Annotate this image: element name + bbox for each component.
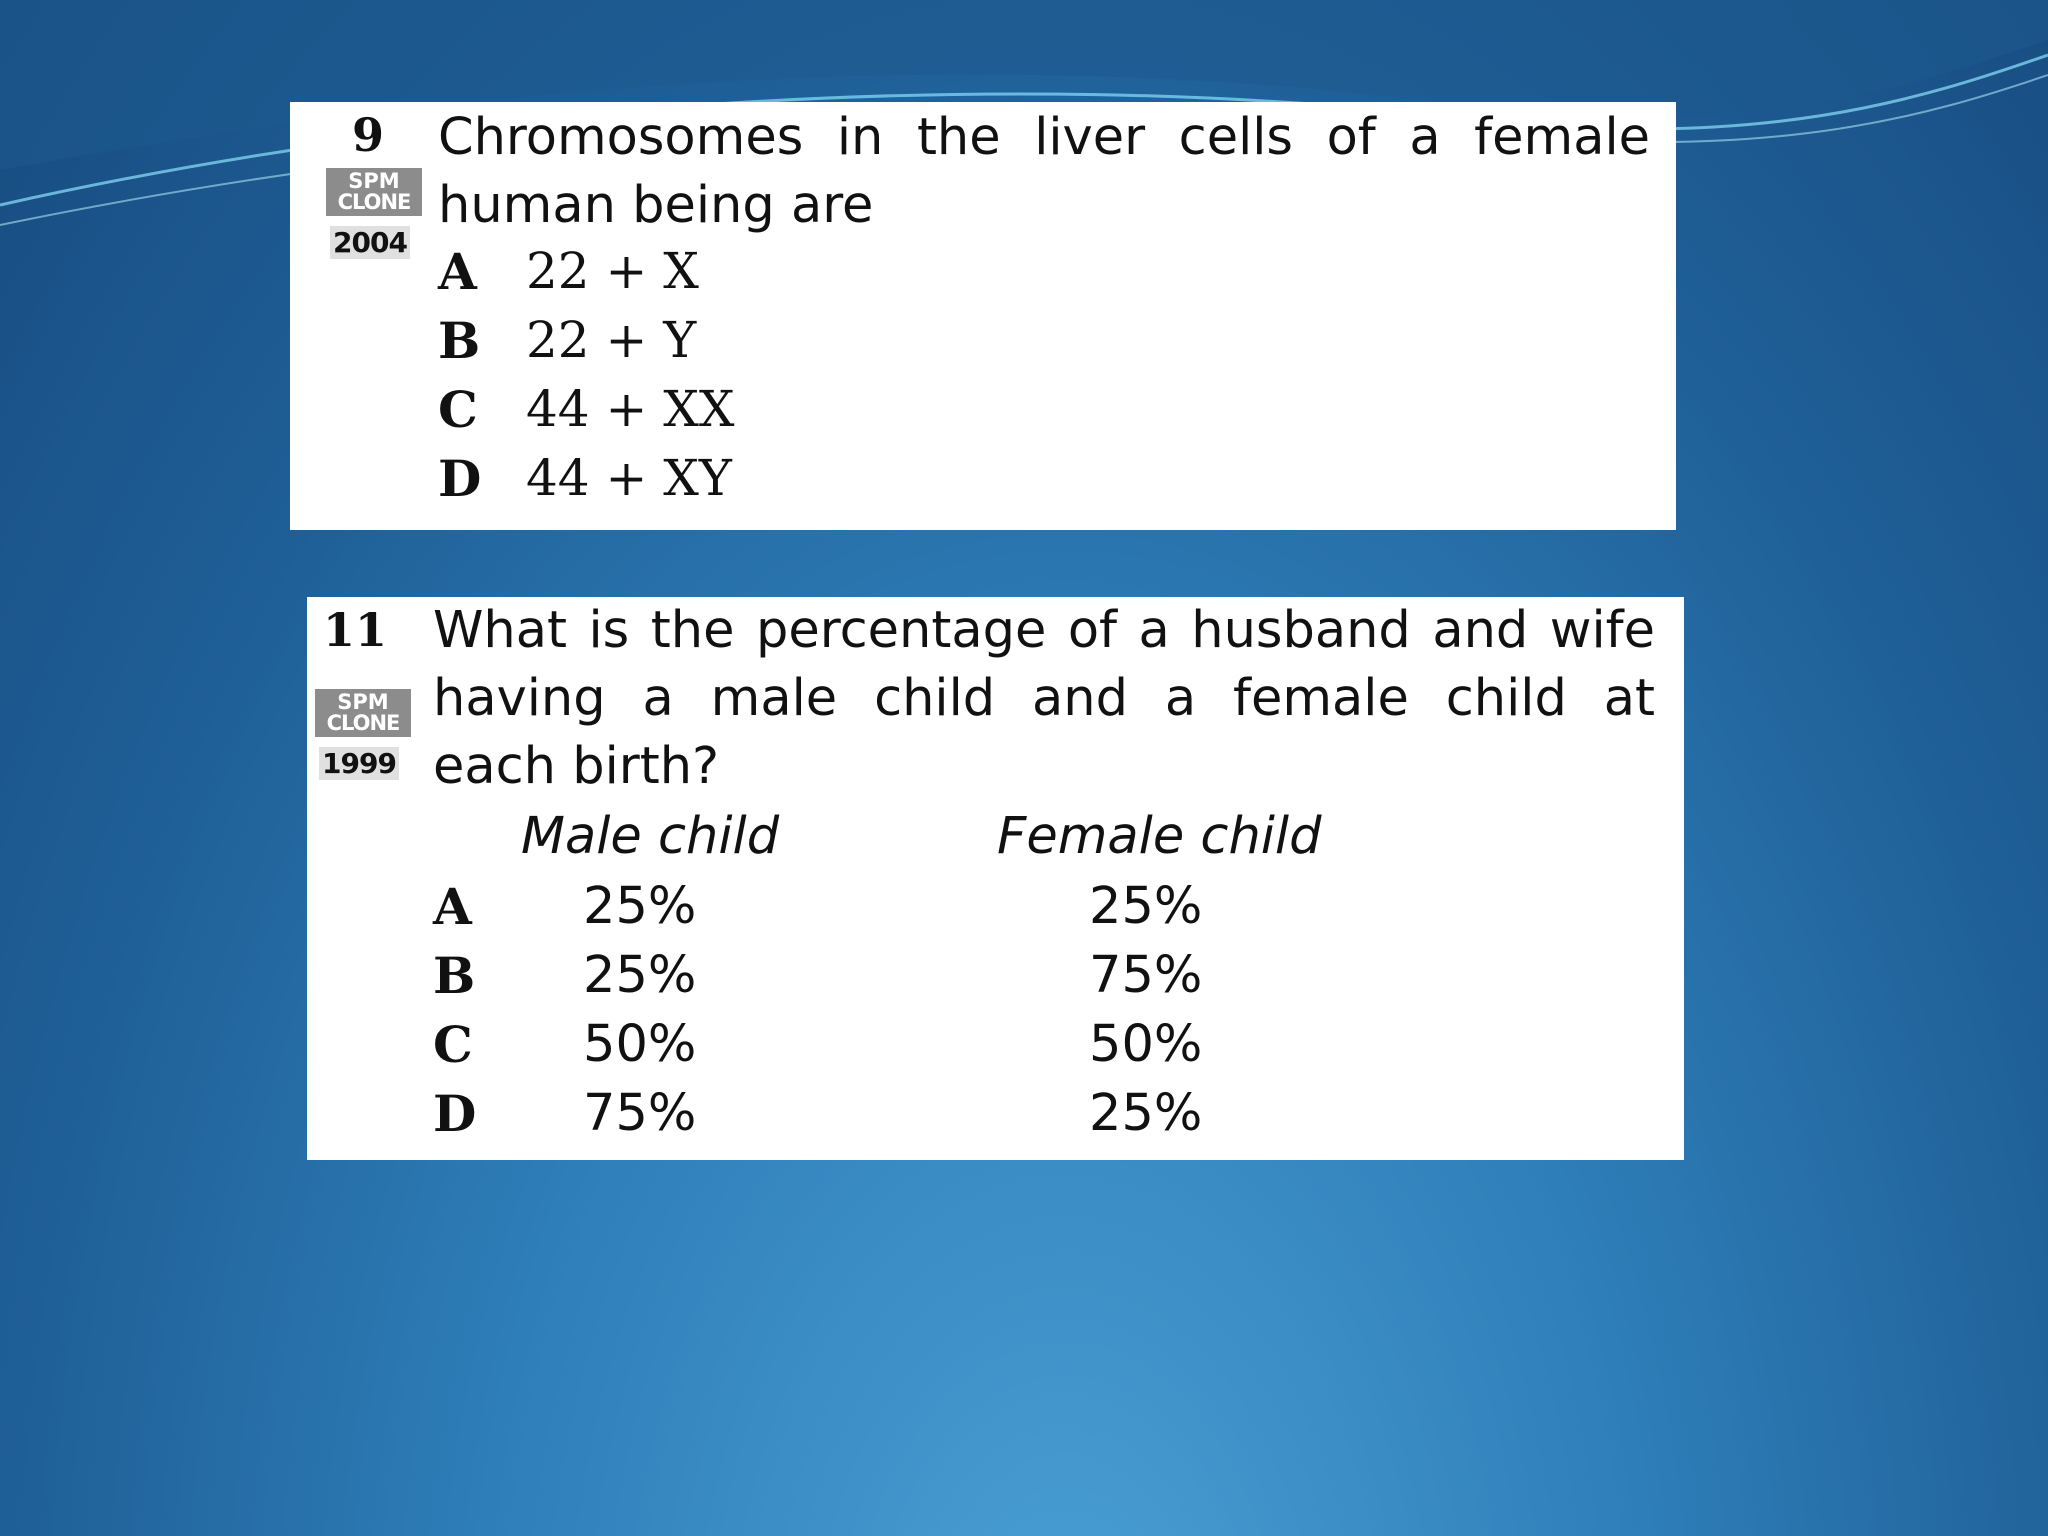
- question-number: 11: [323, 603, 388, 657]
- option-d-male: 75%: [583, 1084, 697, 1143]
- option-d-text: 44 + XY: [526, 449, 732, 507]
- option-a-letter: A: [438, 242, 477, 301]
- option-a-text: 22 + X: [526, 242, 699, 300]
- question-text-line: Chromosomes in the liver cells of a female: [438, 108, 1650, 167]
- option-c-male: 50%: [583, 1015, 697, 1074]
- spm-clone-badge: [326, 168, 422, 216]
- badge-line-1: SPM: [337, 690, 389, 714]
- question-year: 1999: [319, 747, 399, 780]
- badge-line-2: CLONE: [337, 190, 411, 214]
- badge-line-1: SPM: [348, 169, 400, 193]
- question-number: 9: [352, 108, 385, 162]
- badge-line-2: CLONE: [326, 711, 400, 735]
- option-c-female: 50%: [1089, 1015, 1203, 1074]
- option-d-letter: D: [438, 449, 482, 508]
- spm-clone-badge: [315, 689, 411, 737]
- option-b-male: 25%: [583, 946, 697, 1005]
- option-b-text: 22 + Y: [526, 311, 697, 369]
- option-a-female: 25%: [1089, 877, 1203, 936]
- option-a-male: 25%: [583, 877, 697, 936]
- option-c-letter: C: [438, 380, 478, 439]
- option-c-letter: C: [433, 1015, 473, 1074]
- question-year: 2004: [330, 226, 410, 259]
- column-header-male: Male child: [521, 807, 780, 866]
- question-text-line: What is the percentage of a husband and wife: [433, 601, 1655, 660]
- option-d-letter: D: [433, 1084, 477, 1143]
- option-b-letter: B: [433, 946, 476, 1005]
- question-text: [433, 597, 1655, 801]
- option-b-letter: B: [438, 311, 481, 370]
- option-a-letter: A: [433, 877, 472, 936]
- column-header-female: Female child: [997, 807, 1322, 866]
- question-text-line: each birth?: [433, 737, 720, 796]
- question-text-line: human being are: [438, 176, 874, 235]
- question-card-9: [290, 102, 1676, 530]
- question-card-11: [307, 597, 1684, 1160]
- option-c-text: 44 + XX: [526, 380, 735, 438]
- option-d-female: 25%: [1089, 1084, 1203, 1143]
- question-text: [438, 104, 1650, 240]
- question-text-line: having a male child and a female child at: [433, 669, 1655, 728]
- option-b-female: 75%: [1089, 946, 1203, 1005]
